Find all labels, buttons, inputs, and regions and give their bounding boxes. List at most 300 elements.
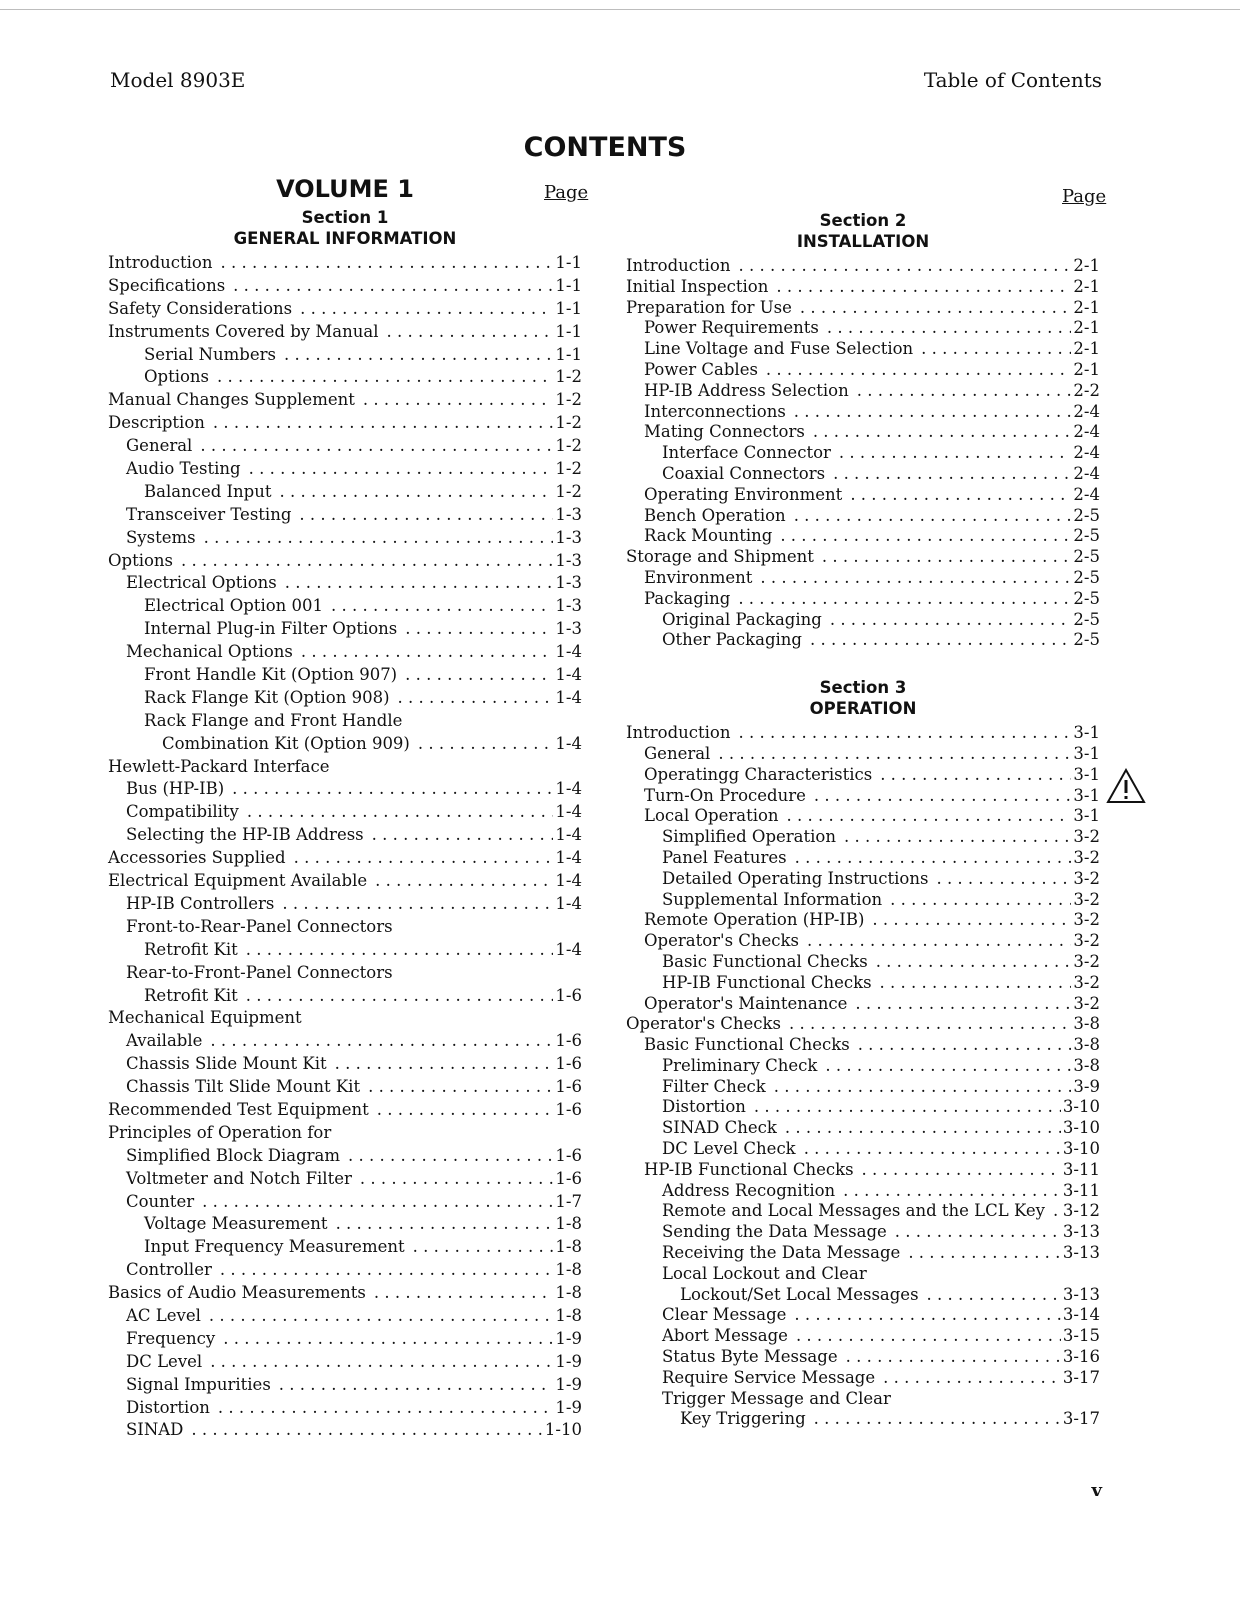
toc-entry [108, 1008, 582, 1031]
toc-entry-title: Supplemental Information [662, 889, 883, 909]
toc-entry-title: Basics of Audio Measurements [108, 1283, 366, 1303]
dot-leader [827, 318, 1072, 337]
toc-entry-title: Distortion [662, 1097, 746, 1117]
toc-entry-title: Sending the Data Message [662, 1222, 887, 1242]
toc-entry-page: 1-6 [555, 985, 582, 1005]
toc-entry-page: 1-1 [555, 298, 582, 318]
toc-entry [626, 318, 1100, 339]
toc-entry-page: 2-5 [1073, 630, 1100, 650]
dot-leader [813, 422, 1072, 441]
toc-entry-page: 3-13 [1062, 1222, 1100, 1242]
dot-leader [247, 802, 554, 821]
toc-entry-page: 1-2 [555, 436, 582, 456]
toc-entry [626, 1389, 1100, 1410]
toc-entry-title: Voltage Measurement [144, 1214, 328, 1234]
toc-entry-title: Combination Kit (Option 909) [162, 733, 410, 753]
dot-leader [279, 482, 553, 501]
toc-entry [108, 505, 582, 528]
toc-entry-page: 1-9 [555, 1351, 582, 1371]
toc-entry [626, 827, 1100, 848]
toc-entry-title: Front Handle Kit (Option 907) [144, 665, 398, 685]
dot-leader [299, 505, 553, 524]
toc-entry-page: 1-6 [555, 1054, 582, 1074]
toc-entry-title: Voltmeter and Notch Filter [126, 1168, 352, 1188]
dot-leader [843, 1181, 1061, 1200]
dot-leader [336, 1214, 554, 1233]
toc-entry [108, 734, 582, 757]
toc-entry-title: Controller [126, 1260, 212, 1280]
toc-entry [108, 871, 582, 894]
top-rule [0, 9, 1240, 10]
toc-entry-title: Initial Inspection [626, 276, 769, 296]
toc-entry [626, 723, 1100, 744]
toc-entry-page: 2-2 [1073, 380, 1100, 400]
toc-entry-title: HP-IB Functional Checks [662, 972, 872, 992]
toc-entry-page: 3-10 [1062, 1097, 1100, 1117]
toc-entry-page: 3-16 [1062, 1347, 1100, 1367]
toc-entry-title: Lockout/Set Local Messages [680, 1284, 919, 1304]
toc-entry [626, 298, 1100, 319]
toc-entry [626, 402, 1100, 423]
toc-entry-title: Rear-to-Front-Panel Connectors [126, 962, 393, 982]
toc-entry [626, 1222, 1100, 1243]
toc-entry-page: 2-1 [1073, 276, 1100, 296]
toc-entry-title: Local Operation [644, 806, 779, 826]
dot-leader [794, 506, 1072, 525]
toc-entry-title: Basic Functional Checks [644, 1035, 850, 1055]
toc-entry-title: Internal Plug-in Filter Options [144, 619, 398, 639]
toc-entry-page: 1-8 [555, 1214, 582, 1234]
dot-leader [855, 994, 1071, 1013]
toc-entry-title: Manual Changes Supplement [108, 390, 355, 410]
dot-leader [795, 848, 1072, 867]
dot-leader [814, 1409, 1061, 1428]
dot-leader [718, 744, 1071, 763]
toc-entry [626, 869, 1100, 890]
toc-entry [626, 765, 1100, 786]
toc-entry-title: Coaxial Connectors [662, 463, 826, 483]
toc-entry-title: DC Level [126, 1351, 203, 1371]
section-3-entries [626, 723, 1100, 1430]
toc-entry [108, 688, 582, 711]
toc-entry [108, 413, 582, 436]
toc-entry-title: Compatibility [126, 802, 239, 822]
dot-leader [908, 1243, 1061, 1262]
toc-entry-page: 1-3 [555, 504, 582, 524]
toc-entry [626, 1097, 1100, 1118]
toc-entry-title: Turn-On Procedure [644, 785, 806, 805]
toc-entry-title: Power Requirements [644, 318, 819, 338]
toc-entry-page: 2-5 [1073, 567, 1100, 587]
header-section: Table of Contents [923, 68, 1102, 92]
dot-leader [372, 825, 554, 844]
toc-entry [626, 547, 1100, 568]
toc-entry-title: Preparation for Use [626, 297, 792, 317]
toc-entry [626, 1077, 1100, 1098]
toc-entry-title: HP-IB Controllers [126, 893, 275, 913]
toc-entry [626, 464, 1100, 485]
toc-entry-title: Operator's Checks [644, 931, 800, 951]
dot-leader [774, 1077, 1072, 1096]
toc-entry [626, 1409, 1100, 1430]
toc-entry-title: Simplified Block Diagram [126, 1145, 341, 1165]
toc-entry [626, 360, 1100, 381]
toc-entry [108, 390, 582, 413]
toc-entry [108, 1237, 582, 1260]
toc-entry-title: Filter Check [662, 1076, 766, 1096]
toc-entry-page: 2-4 [1073, 422, 1100, 442]
dot-leader [363, 390, 554, 409]
toc-entry-page: 3-2 [1073, 910, 1100, 930]
toc-entry-title: Mechanical Equipment [108, 1008, 302, 1028]
toc-entry-page: 3-1 [1073, 806, 1100, 826]
toc-entry [626, 610, 1100, 631]
toc-entry [108, 299, 582, 322]
toc-entry [626, 568, 1100, 589]
toc-entry-page: 1-6 [555, 1145, 582, 1165]
toc-entry-title: DC Level Check [662, 1139, 796, 1159]
toc-entry-page: 3-2 [1073, 931, 1100, 951]
toc-entry-title: Bus (HP-IB) [126, 779, 225, 799]
toc-entry [108, 711, 582, 734]
toc-entry-title: Options [144, 367, 210, 387]
dot-leader [825, 1056, 1071, 1075]
toc-entry-page: 1-2 [555, 481, 582, 501]
toc-entry-title: Interconnections [644, 401, 786, 421]
section-3-name: OPERATION [809, 699, 917, 719]
toc-entry-title: Abort Message [662, 1326, 788, 1346]
toc-entry-title: Retrofit Kit [144, 985, 238, 1005]
toc-entry-title: Electrical Equipment Available [108, 871, 368, 891]
toc-entry [108, 1169, 582, 1192]
toc-entry [626, 931, 1100, 952]
dot-leader [850, 485, 1071, 504]
dot-leader [294, 848, 554, 867]
toc-entry [108, 1420, 582, 1443]
toc-entry-title: Basic Functional Checks [662, 951, 868, 971]
toc-entry [108, 253, 582, 276]
toc-entry-title: Detailed Operating Instructions [662, 868, 929, 888]
toc-entry-page: 3-2 [1073, 868, 1100, 888]
page-column-label-left: Page [544, 182, 589, 203]
dot-leader [279, 1375, 554, 1394]
toc-entry-page: 1-6 [555, 1099, 582, 1119]
dot-leader [895, 1222, 1061, 1241]
dot-leader [223, 1329, 553, 1348]
toc-entry-title: Receiving the Data Message [662, 1243, 901, 1263]
dot-leader [876, 952, 1072, 971]
toc-entry-title: Simplified Operation [662, 827, 836, 847]
toc-entry [626, 485, 1100, 506]
toc-entry-page: 1-2 [555, 390, 582, 410]
toc-entry-title: Operator's Checks [626, 1014, 782, 1034]
toc-entry [108, 1054, 582, 1077]
toc-entry-title: AC Level [126, 1305, 201, 1325]
toc-entry [108, 1077, 582, 1100]
toc-entry-title: Panel Features [662, 847, 787, 867]
toc-entry-title: Interface Connector [662, 443, 831, 463]
toc-entry-title: Safety Considerations [108, 298, 293, 318]
toc-entry-title: Local Lockout and Clear [662, 1263, 867, 1283]
section-1-heading [108, 207, 582, 249]
dot-leader [839, 443, 1072, 462]
toc-entry [108, 573, 582, 596]
toc-entry [626, 1347, 1100, 1368]
dot-leader [300, 299, 553, 318]
toc-entry [108, 1398, 582, 1421]
toc-entry-title: Bench Operation [644, 505, 786, 525]
page-title: CONTENTS [523, 132, 687, 163]
toc-entry [108, 482, 582, 505]
dot-leader [285, 573, 554, 592]
toc-entry-page: 1-3 [555, 596, 582, 616]
toc-entry-page: 3-13 [1062, 1284, 1100, 1304]
toc-entry-title: Packaging [644, 588, 731, 608]
toc-entry-title: Rack Flange and Front Handle [144, 710, 403, 730]
toc-entry-title: Principles of Operation for [108, 1122, 332, 1142]
dot-leader [766, 360, 1072, 379]
toc-entry [108, 894, 582, 917]
toc-entry-page: 1-6 [555, 1031, 582, 1051]
toc-entry-page: 1-1 [555, 344, 582, 364]
toc-entry-title: Operating Environment [644, 484, 843, 504]
dot-leader [936, 869, 1071, 888]
toc-entry-page: 1-4 [555, 893, 582, 913]
dot-leader [233, 276, 553, 295]
toc-entry-page: 1-1 [555, 321, 582, 341]
toc-entry-title: Specifications [108, 275, 226, 295]
dot-leader [331, 596, 553, 615]
warning-triangle-icon [1106, 768, 1146, 804]
section-3-heading [626, 677, 1100, 719]
toc-entry [108, 367, 582, 390]
toc-entry-page: 2-5 [1073, 505, 1100, 525]
toc-entry [108, 619, 582, 642]
toc-entry [626, 1285, 1100, 1306]
toc-entry-title: Clear Message [662, 1305, 787, 1325]
dot-leader [405, 619, 553, 638]
toc-entry-page: 1-6 [555, 1077, 582, 1097]
toc-entry-page: 1-4 [555, 779, 582, 799]
dot-leader [739, 256, 1072, 275]
toc-entry-page: 3-13 [1062, 1243, 1100, 1263]
dot-leader [800, 298, 1072, 317]
dot-leader [794, 1305, 1061, 1324]
toc-entry [626, 1035, 1100, 1056]
toc-entry-page: 1-8 [555, 1283, 582, 1303]
toc-entry-page: 3-2 [1073, 972, 1100, 992]
toc-entry-title: Storage and Shipment [626, 547, 814, 567]
toc-entry [108, 1306, 582, 1329]
toc-entry-page: 3-11 [1062, 1180, 1100, 1200]
toc-entry [108, 986, 582, 1009]
dot-leader [738, 589, 1071, 608]
toc-entry [626, 1264, 1100, 1285]
dot-leader [789, 1014, 1071, 1033]
section-2-entries [626, 256, 1100, 651]
toc-entry [626, 339, 1100, 360]
toc-entry-page: 3-1 [1073, 723, 1100, 743]
toc-entry [626, 744, 1100, 765]
toc-entry-page: 1-8 [555, 1237, 582, 1257]
toc-entry-title: Introduction [626, 256, 731, 275]
toc-entry-page: 2-1 [1073, 256, 1100, 275]
volume-title: VOLUME 1 [276, 175, 414, 203]
toc-entry-page: 3-2 [1073, 847, 1100, 867]
toc-entry-title: Environment [644, 567, 753, 587]
dot-leader [785, 1118, 1061, 1137]
dot-leader [804, 1139, 1061, 1158]
toc-entry-title: Mating Connectors [644, 422, 805, 442]
dot-leader [200, 436, 553, 455]
dot-leader [754, 1097, 1061, 1116]
toc-entry-page: 3-1 [1073, 785, 1100, 805]
toc-entry-title: Introduction [108, 253, 213, 272]
toc-entry [108, 276, 582, 299]
toc-entry-title: Electrical Option 001 [144, 596, 324, 616]
toc-entry-page: 2-4 [1073, 443, 1100, 463]
toc-entry-title: Options [108, 550, 174, 570]
dot-leader [846, 1347, 1061, 1366]
toc-entry-page: 3-2 [1073, 827, 1100, 847]
toc-entry-page: 1-9 [555, 1374, 582, 1394]
toc-entry [626, 630, 1100, 651]
toc-entry-title: Address Recognition [662, 1180, 836, 1200]
dot-leader [830, 610, 1072, 629]
dot-leader [810, 630, 1071, 649]
section-2-name: INSTALLATION [796, 232, 930, 251]
toc-entry-page: 3-9 [1073, 1076, 1100, 1096]
toc-entry-page: 3-17 [1062, 1367, 1100, 1387]
dot-leader [220, 1260, 554, 1279]
dot-leader [857, 381, 1072, 400]
toc-right-column [626, 210, 1100, 1430]
dot-leader [375, 871, 553, 890]
dot-leader [217, 367, 553, 386]
toc-entry-title: Hewlett-Packard Interface [108, 756, 330, 776]
toc-entry-title: Rack Mounting [644, 526, 773, 546]
toc-entry-title: Chassis Slide Mount Kit [126, 1054, 327, 1074]
toc-entry-page: 1-7 [555, 1191, 582, 1211]
toc-entry-page: 2-4 [1073, 484, 1100, 504]
toc-entry-page: 1-8 [555, 1260, 582, 1280]
toc-entry-page: 1-3 [555, 619, 582, 639]
toc-entry-page: 2-5 [1073, 547, 1100, 567]
page-number: v [1091, 1480, 1102, 1501]
toc-entry-title: Frequency [126, 1328, 216, 1348]
toc-entry [108, 1100, 582, 1123]
toc-entry-page: 2-4 [1073, 463, 1100, 483]
toc-entry-page: 3-11 [1062, 1159, 1100, 1179]
toc-entry-title: SINAD Check [662, 1118, 777, 1138]
toc-entry-page: 1-4 [555, 871, 582, 891]
dot-leader [1053, 1201, 1061, 1220]
toc-entry [626, 1368, 1100, 1389]
page-column-label-right: Page [1062, 186, 1107, 207]
toc-entry [626, 1160, 1100, 1181]
toc-entry [626, 994, 1100, 1015]
toc-entry [626, 256, 1100, 277]
toc-entry [108, 825, 582, 848]
toc-entry-title: Remote Operation (HP-IB) [644, 910, 865, 930]
toc-entry-title: Introduction [626, 723, 731, 743]
toc-left-column [108, 207, 582, 1443]
toc-entry [108, 1214, 582, 1237]
dot-leader [204, 528, 554, 547]
toc-entry [108, 596, 582, 619]
dot-leader [880, 973, 1072, 992]
dot-leader [249, 459, 554, 478]
dot-leader [776, 277, 1071, 296]
toc-entry [626, 1056, 1100, 1077]
toc-entry [108, 345, 582, 368]
toc-entry-page: 3-15 [1062, 1326, 1100, 1346]
toc-entry-title: Original Packaging [662, 609, 822, 629]
dot-leader [413, 1237, 554, 1256]
dot-leader [202, 1192, 553, 1211]
toc-entry-title: Power Cables [644, 359, 758, 379]
section-1-number: Section 1 [301, 208, 389, 227]
dot-leader [218, 1398, 554, 1417]
toc-entry [626, 1243, 1100, 1264]
dot-leader [210, 1352, 553, 1371]
dot-leader [927, 1285, 1061, 1304]
dot-leader [760, 568, 1071, 587]
toc-entry [108, 802, 582, 825]
dot-leader [780, 526, 1071, 545]
toc-entry-title: Require Service Message [662, 1367, 876, 1387]
toc-entry [626, 526, 1100, 547]
toc-entry-title: Available [126, 1031, 203, 1051]
toc-entry [108, 1352, 582, 1375]
toc-entry [626, 973, 1100, 994]
toc-entry-title: Distortion [126, 1397, 210, 1417]
toc-entry-title: Electrical Options [126, 573, 277, 593]
toc-entry [108, 1146, 582, 1169]
toc-entry [626, 1118, 1100, 1139]
toc-entry-page: 1-4 [555, 733, 582, 753]
toc-entry [626, 1181, 1100, 1202]
toc-entry [626, 848, 1100, 869]
toc-entry-page: 1-6 [555, 1168, 582, 1188]
toc-entry [108, 1329, 582, 1352]
toc-entry [108, 551, 582, 574]
toc-entry-page: 3-1 [1073, 764, 1100, 784]
toc-entry-title: Balanced Input [144, 481, 272, 501]
toc-entry-page: 1-9 [555, 1397, 582, 1417]
toc-entry-page: 2-1 [1073, 339, 1100, 359]
toc-entry-title: SINAD [126, 1420, 184, 1440]
toc-entry-title: Mechanical Options [126, 642, 293, 662]
toc-entry [108, 940, 582, 963]
dot-leader [921, 339, 1071, 358]
toc-entry-title: Key Triggering [680, 1409, 806, 1429]
toc-entry-title: General [644, 743, 711, 763]
toc-entry [626, 1201, 1100, 1222]
toc-entry-title: Recommended Test Equipment [108, 1099, 369, 1119]
dot-leader [833, 464, 1071, 483]
toc-entry [626, 443, 1100, 464]
toc-entry-page: 1-8 [555, 1305, 582, 1325]
dot-leader [883, 1368, 1061, 1387]
dot-leader [386, 322, 553, 341]
toc-entry [626, 1139, 1100, 1160]
dot-leader [348, 1146, 553, 1165]
dot-leader [246, 986, 554, 1005]
toc-entry-title: Retrofit Kit [144, 939, 238, 959]
toc-entry [108, 1192, 582, 1215]
toc-entry [108, 1283, 582, 1306]
